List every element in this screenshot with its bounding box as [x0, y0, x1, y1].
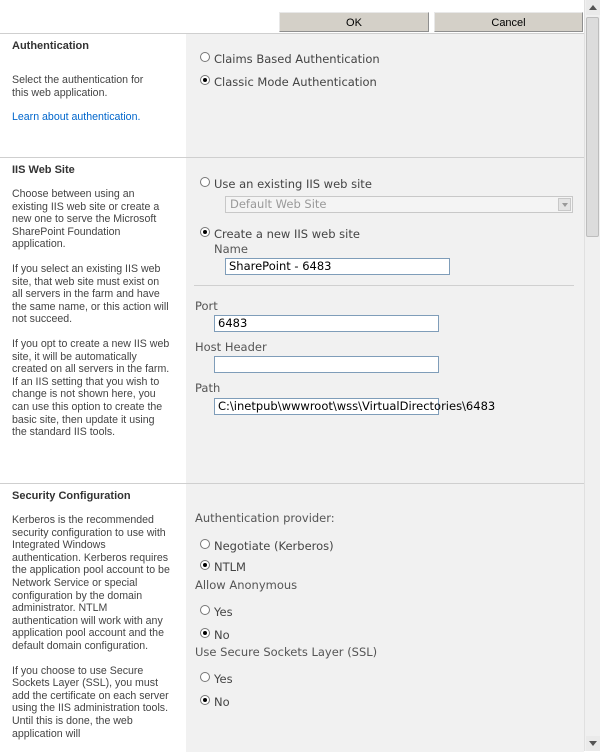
vertical-scrollbar[interactable] [584, 0, 600, 751]
iis-web-site-section [0, 157, 584, 484]
anonymous-no-label: No [214, 628, 230, 642]
chevron-down-icon[interactable] [558, 198, 571, 211]
host-header-label: Host Header [195, 340, 267, 354]
ntlm-label: NTLM [214, 560, 246, 574]
toolbar [0, 0, 584, 33]
existing-iis-site-select[interactable] [225, 196, 573, 213]
port-input[interactable]: 6483 [214, 315, 439, 332]
security-options-panel [186, 484, 584, 752]
create-new-iis-radio[interactable] [200, 227, 210, 237]
ssl-no-label: No [214, 695, 230, 709]
divider [194, 285, 574, 286]
scroll-up-arrow-icon[interactable] [586, 0, 600, 15]
scrollbar-thumb[interactable] [586, 17, 599, 237]
iis-description-paragraph: If you opt to create a new IIS web site, it will be automatically created on all servers in the farm. If an IIS setting that you wish to change is not shown here, you can use this option to create the basic site, then update it using the standard IIS tools. [12, 337, 170, 439]
iis-options-panel [186, 158, 584, 484]
existing-iis-site-value: Default Web Site [230, 197, 327, 211]
ssl-yes-radio[interactable] [200, 672, 210, 682]
ssl-no-radio[interactable] [200, 695, 210, 705]
site-name-input[interactable]: SharePoint - 6483 [225, 258, 450, 275]
claims-based-radio[interactable] [200, 52, 210, 62]
claims-based-label: Claims Based Authentication [214, 52, 380, 66]
authentication-options-panel [186, 34, 584, 158]
ssl-yes-label: Yes [214, 672, 233, 686]
classic-mode-radio[interactable] [200, 75, 210, 85]
ok-button[interactable]: OK [279, 12, 429, 32]
iis-title: IIS Web Site [12, 164, 75, 176]
security-configuration-section [0, 483, 584, 752]
authentication-title: Authentication [12, 40, 89, 52]
anonymous-yes-label: Yes [214, 605, 233, 619]
path-input[interactable]: C:\inetpub\wwwroot\wss\VirtualDirectories\6483 [214, 398, 439, 415]
port-label: Port [195, 299, 218, 313]
security-description-paragraph: If you choose to use Secure Sockets Layer (SSL), you must add the certificate on each server using the IIS administration tools. Until this is done, the web application will [12, 664, 169, 740]
anonymous-no-radio[interactable] [200, 628, 210, 638]
ssl-label: Use Secure Sockets Layer (SSL) [195, 645, 378, 659]
iis-description [12, 188, 172, 439]
name-label: Name [214, 242, 248, 256]
security-description-paragraph: Kerberos is the recommended security configuration to use with Integrated Windows authentication. Kerberos requires the application pool account to be Network Service or special configuration by the domain administrator. NTLM authentication will work with any application pool account and the default domain configuration. [12, 514, 170, 652]
authentication-section [0, 33, 584, 158]
classic-mode-label: Classic Mode Authentication [214, 75, 377, 89]
create-new-iis-label: Create a new IIS web site [214, 227, 360, 241]
learn-about-authentication-link[interactable]: Learn about authentication. [12, 111, 141, 123]
security-description [12, 514, 172, 740]
iis-description-panel [0, 158, 186, 484]
security-title: Security Configuration [12, 490, 131, 502]
ntlm-radio[interactable] [200, 560, 210, 570]
negotiate-kerberos-label: Negotiate (Kerberos) [214, 539, 334, 553]
security-description-panel [0, 484, 186, 752]
anonymous-yes-radio[interactable] [200, 605, 210, 615]
host-header-input[interactable] [214, 356, 439, 373]
iis-description-paragraph: If you select an existing IIS web site, that web site must exist on all servers in the farm and have the same name, or this action will not succeed. [12, 262, 169, 326]
iis-description-paragraph: Choose between using an existing IIS web site or create a new one to serve the Microsoft SharePoint Foundation application. [12, 188, 160, 251]
authentication-description: Select the authentication for this web application. [12, 74, 144, 99]
allow-anonymous-label: Allow Anonymous [195, 578, 298, 592]
authentication-provider-label: Authentication provider: [195, 511, 335, 525]
scroll-down-arrow-icon[interactable] [586, 736, 600, 751]
path-label: Path [195, 381, 221, 395]
negotiate-kerberos-radio[interactable] [200, 539, 210, 549]
authentication-description-panel [0, 34, 186, 158]
use-existing-iis-label: Use an existing IIS web site [214, 177, 372, 191]
cancel-button[interactable]: Cancel [434, 12, 583, 32]
use-existing-iis-radio[interactable] [200, 177, 210, 187]
